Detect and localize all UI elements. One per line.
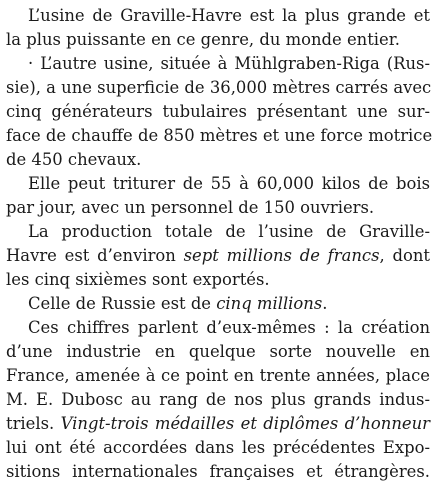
paragraph [6, 292, 430, 316]
text-line: lui ont été accordées dans les précédentes Expo- [6, 438, 430, 457]
text-line: les cinq sixièmes sont exportés. [6, 270, 270, 289]
text-line: par jour, avec un personnel de 150 ouvriers. [6, 198, 375, 217]
text-line: sitions internationales françaises et étrangères. [6, 462, 430, 481]
text-run: , dont [379, 246, 430, 265]
text-line: cinq générateurs tubulaires présentant une sur- [6, 102, 430, 121]
text-line: de 450 chevaux. [6, 150, 142, 169]
text-line: d’une industrie en quelque sorte nouvelle en [6, 342, 430, 361]
text-line: France, amenée à ce point en trente années, place [6, 366, 430, 385]
italic-text: cinq millions [216, 294, 323, 313]
italic-text: sept millions de francs [183, 246, 380, 265]
text-run: triels. [6, 414, 61, 433]
text-line: sie), a une superficie de 36,000 mètres carrés avec [6, 78, 432, 97]
text-line: L’usine de Graville-Havre est la plus grande et [28, 6, 430, 25]
text-line: · L’autre usine, située à Mühlgraben-Riga (Rus- [28, 54, 430, 73]
text-line [6, 244, 430, 268]
paragraph [6, 316, 430, 484]
paragraph [6, 220, 430, 292]
text-run: . [322, 294, 328, 313]
paragraph [6, 52, 433, 172]
text-line: La production totale de l’usine de Graville- [28, 222, 430, 241]
italic-text: Vingt-trois médailles et diplômes d’honneur [60, 414, 430, 433]
text-line [6, 292, 430, 316]
text-line: face de chauffe de 850 mètres et une force motrice [6, 126, 433, 145]
text-line [6, 412, 430, 436]
paragraph [6, 172, 430, 220]
text-line: Elle peut triturer de 55 à 60,000 kilos de bois [28, 174, 430, 193]
text-line: M. E. Dubosc au rang de nos plus grands indus- [6, 390, 430, 409]
text-run: Havre est d’environ [6, 246, 184, 265]
text-line: Ces chiffres parlent d’eux-mêmes : la création [28, 318, 430, 337]
text-run: Celle de Russie est de [28, 294, 217, 313]
paragraph [6, 4, 430, 52]
text-line: la plus puissante en ce genre, du monde entier. [6, 30, 400, 49]
